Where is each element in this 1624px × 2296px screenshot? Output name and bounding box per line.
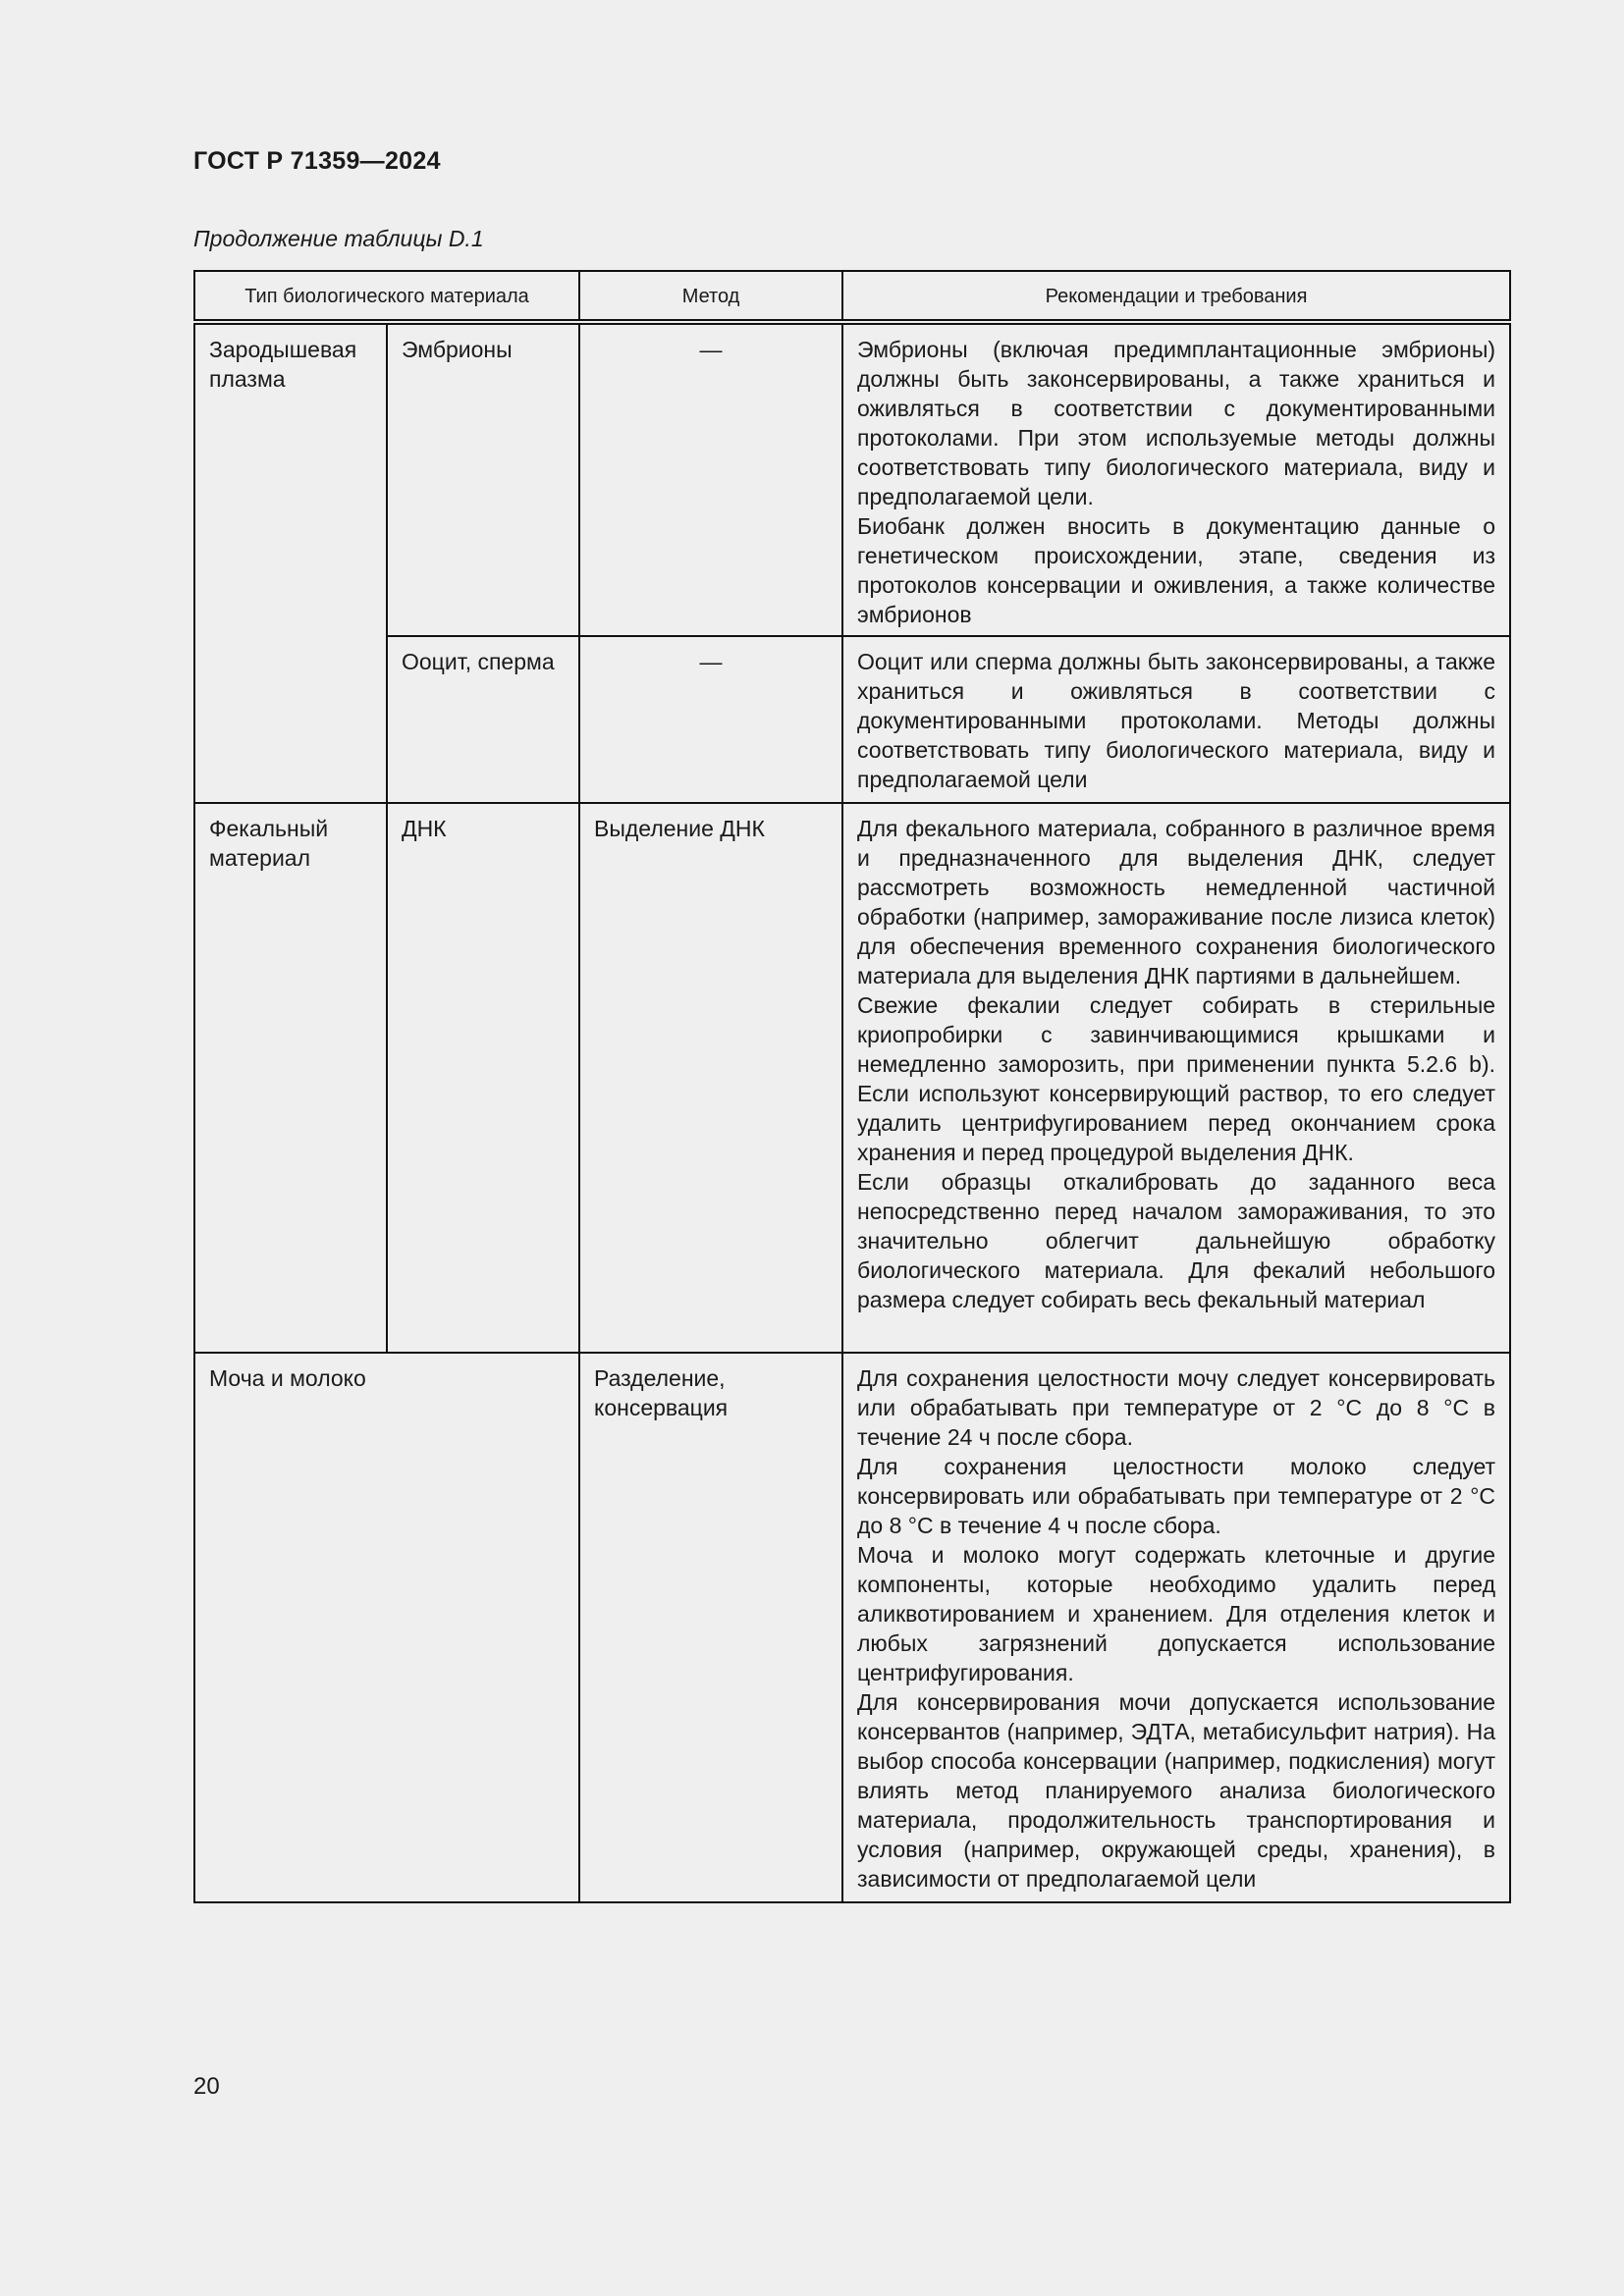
recommendation-paragraph: Биобанк должен вносить в документацию данные о генетическом происхождении, этапе, сведения из протоколов консервации и оживления, а также количестве эмбрионов (857, 513, 1496, 627)
recommendations-cell (842, 322, 1510, 636)
subtype-cell: ДНК (387, 803, 579, 1353)
table-container (193, 270, 1509, 1903)
recommendation-paragraph: Ооцит или сперма должны быть законсервированы, а также храниться и оживляться в соответствии с документированными протоколами. Методы должны соответствовать типу биологического материала, виду и предполагаемой цели (857, 649, 1496, 792)
method-cell: Выделение ДНК (579, 803, 842, 1353)
recommendations-cell (842, 803, 1510, 1353)
recommendation-paragraph: Свежие фекалии следует собирать в стерильные криопробирки с завинчивающимися крышками и немедленно заморозить, при применении пункта 5.2.6 b). Если используют консервирующий раствор, то его следует удалить центрифугированием перед окончанием срока хранения и перед процедурой выделения ДНК. (857, 992, 1496, 1165)
table-row (194, 322, 1510, 636)
table-caption: Продолжение таблицы D.1 (193, 226, 484, 251)
recommendation-paragraph: Для сохранения целостности мочу следует консервировать или обрабатывать при температуре от 2 °C до 8 °C в течение 24 ч после сбора. (857, 1365, 1496, 1450)
category-cell: Зародышевая плазма (194, 322, 387, 803)
table-row (194, 803, 1510, 1353)
recommendations-cell (842, 636, 1510, 803)
table-header-row (194, 271, 1510, 322)
recommendation-paragraph: Моча и молоко могут содержать клеточные и другие компоненты, которые необходимо удалить перед аликвотированием и хранением. Для отделения клеток и любых загрязнений допускается использование центрифугирования. (857, 1542, 1496, 1685)
column-header-recommendations: Рекомендации и требования (842, 271, 1510, 322)
recommendation-paragraph: Эмбрионы (включая предимплантационные эмбрионы) должны быть законсервированы, а также храниться и оживляться в соответствии с документированными протоколами. При этом используемые методы должны соответствовать типу биологического материала, виду и предполагаемой цели. (857, 337, 1496, 509)
subtype-cell: Ооцит, сперма (387, 636, 579, 803)
column-header-type: Тип биологического материала (194, 271, 579, 322)
method-cell: Разделение, консервация (579, 1353, 842, 1902)
column-header-method: Метод (579, 271, 842, 322)
recommendations-cell (842, 1353, 1510, 1902)
document-header: ГОСТ Р 71359—2024 (193, 147, 441, 175)
method-cell: — (579, 636, 842, 803)
subtype-cell: Эмбрионы (387, 322, 579, 636)
table-row (194, 1353, 1510, 1902)
recommendation-paragraph: Для сохранения целостности молоко следует консервировать или обрабатывать при температуре от 2 °C до 8 °C в течение 4 ч после сбора. (857, 1454, 1496, 1538)
recommendation-paragraph: Для фекального материала, собранного в различное время и предназначенного для выделения ДНК, следует рассмотреть возможность немедленной частичной обработки (например, замораживание после лизиса клеток) для обеспечения временного сохранения биологического материала для выделения ДНК партиями в дальнейшем. (857, 816, 1496, 988)
category-cell: Фекальный материал (194, 803, 387, 1353)
page-number: 20 (193, 2073, 220, 2100)
materials-table (193, 270, 1511, 1903)
recommendation-paragraph: Для консервирования мочи допускается использование консервантов (например, ЭДТА, метабисульфит натрия). На выбор способа консервации (например, подкисления) могут влиять метод планируемого анализа биологического материала, продолжительность транспортирования и условия (например, окружающей среды, хранения), в зависимости от предполагаемой цели (857, 1689, 1496, 1892)
recommendation-paragraph: Если образцы откалибровать до заданного веса непосредственно перед началом замораживания, то это значительно облегчит дальнейшую обработку биологического материала. Для фекалий небольшого размера следует собирать весь фекальный материал (857, 1169, 1496, 1312)
method-cell: — (579, 322, 842, 636)
category-cell: Моча и молоко (194, 1353, 579, 1902)
table-row (194, 636, 1510, 803)
